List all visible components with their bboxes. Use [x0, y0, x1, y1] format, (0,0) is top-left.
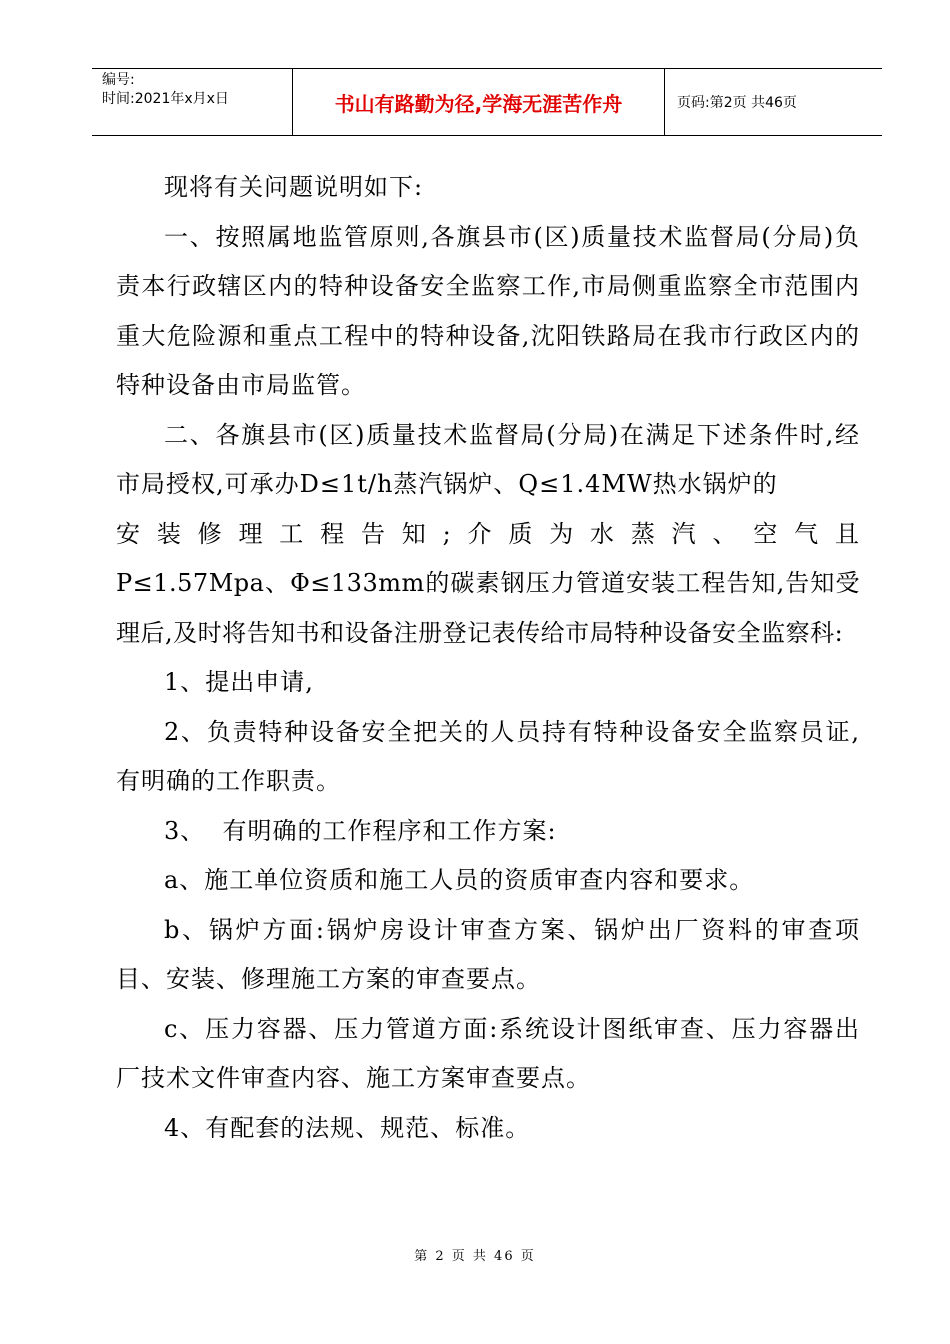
- list-item-2: 2、负责特种设备安全把关的人员持有特种设备安全监察员证,有明确的工作职责。: [116, 717, 860, 795]
- list-item-4: 4、有配套的法规、规范、标准。: [164, 1113, 531, 1142]
- header-page-code: 页码:第2页 共46页: [677, 95, 797, 111]
- list-item-b: b、锅炉方面:锅炉房设计审查方案、锅炉出厂资料的审查项目、安装、修理施工方案的审查要点。: [116, 915, 860, 993]
- header-meta-cell: [92, 69, 293, 135]
- paragraph-one: 一、按照属地监管原则,各旗县市(区)质量技术监督局(分局)负责本行政辖区内的特种设备安全监察工作,市局侧重监察全市范围内重大危险源和重点工程中的特种设备,沈阳铁路局在我市行政区内的特种设备由市局监管。: [116, 222, 860, 399]
- paragraph-intro: 现将有关问题说明如下:: [164, 173, 424, 201]
- document-number-label: 编号:: [102, 72, 135, 88]
- paragraph-two-spread-line: 安装修理工程告知;介质为水蒸汽、空气且: [116, 519, 860, 548]
- header-motto: 书山有路勤为径,学海无涯苦作舟: [293, 69, 665, 135]
- list-item-a: a、施工单位资质和施工人员的资质审查内容和要求。: [164, 866, 755, 894]
- document-body: [116, 163, 860, 1153]
- page-header: [92, 68, 882, 136]
- document-time-label: 时间:2021年x月x日: [102, 91, 229, 107]
- list-item-c: c、压力容器、压力管道方面:系统设计图纸审查、压力容器出厂技术文件审查内容、施工方案审查要点。: [116, 1014, 860, 1092]
- list-item-3: 3、 有明确的工作程序和工作方案:: [164, 816, 557, 845]
- paragraph-two: 二、各旗县市(区)质量技术监督局(分局)在满足下述条件时,经市局授权,可承办D≤1t/h蒸汽锅炉、Q≤1.4MW热水锅炉的: [116, 420, 860, 498]
- paragraph-two-continuation: P≤1.57Mpa、Φ≤133mm的碳素钢压力管道安装工程告知,告知受理后,及时将告知书和设备注册登记表传给市局特种设备安全监察科:: [116, 569, 860, 647]
- list-item-1: 1、提出申请,: [164, 668, 314, 696]
- page-footer: 第 2 页 共 46 页: [414, 1249, 536, 1264]
